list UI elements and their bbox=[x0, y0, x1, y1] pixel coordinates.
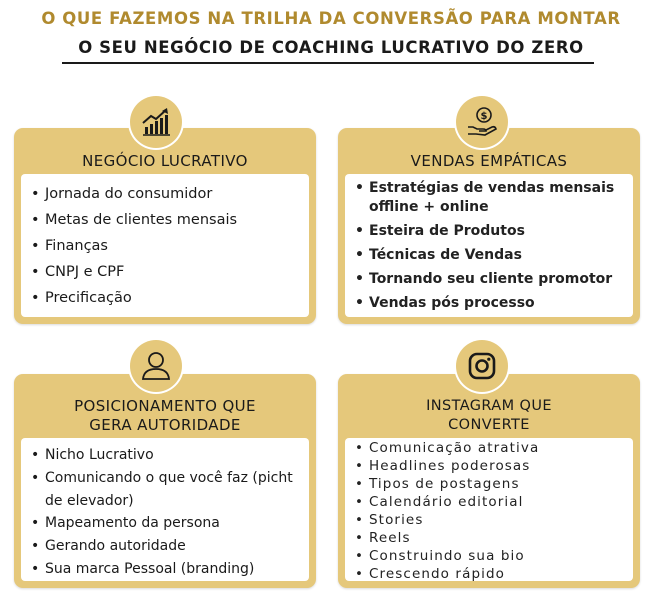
card-vendas-empaticas bbox=[338, 128, 640, 324]
list-item: • Stories bbox=[355, 511, 627, 529]
title-underline bbox=[62, 62, 594, 64]
list-item: • Mapeamento da persona bbox=[31, 512, 303, 535]
list-item: • Metas de clientes mensais bbox=[31, 207, 303, 233]
card-title bbox=[14, 397, 316, 435]
list-item: • Comunicação atrativa bbox=[355, 439, 627, 457]
card-body bbox=[21, 438, 309, 581]
card-body bbox=[345, 174, 633, 317]
card-body bbox=[345, 438, 633, 581]
list-item: • Finanças bbox=[31, 233, 303, 259]
item-list bbox=[355, 179, 627, 313]
list-item: • Nicho Lucrativo bbox=[31, 444, 303, 467]
card-posicionamento bbox=[14, 374, 316, 588]
user-icon bbox=[130, 340, 182, 392]
instagram-icon bbox=[456, 340, 508, 392]
list-item: • Comunicando o que você faz (picht de elevador) bbox=[31, 467, 303, 513]
list-item: • Calendário editorial bbox=[355, 493, 627, 511]
card-title-line-1: POSICIONAMENTO QUE bbox=[74, 397, 256, 415]
list-item: • Sua marca Pessoal (branding) bbox=[31, 558, 303, 581]
item-list bbox=[31, 444, 303, 581]
card-title: VENDAS EMPÁTICAS bbox=[410, 152, 568, 170]
title-line-1: O QUE FAZEMOS NA TRILHA DA CONVERSÃO PARA MONTAR bbox=[41, 9, 621, 28]
card-title-line-2: GERA AUTORIDADE bbox=[89, 416, 241, 434]
list-item: • Estratégias de vendas mensais offline + online bbox=[355, 179, 627, 217]
list-item: • Construindo sua bio bbox=[355, 547, 627, 565]
list-item: • Esteira de Produtos bbox=[355, 222, 627, 241]
chart-growth-icon bbox=[130, 96, 182, 148]
card-body bbox=[21, 174, 309, 317]
card-instagram bbox=[338, 374, 640, 588]
list-item: • Headlines poderosas bbox=[355, 457, 627, 475]
list-item: • Precificação bbox=[31, 285, 303, 311]
list-item: • Jornada do consumidor bbox=[31, 181, 303, 207]
list-item: • Reels bbox=[355, 529, 627, 547]
card-title-line-1: INSTAGRAM QUE bbox=[426, 398, 552, 414]
list-item: • Vendas pós processo bbox=[355, 294, 627, 313]
item-list bbox=[355, 439, 627, 583]
list-item: • CNPJ e CPF bbox=[31, 259, 303, 285]
item-list bbox=[31, 181, 303, 311]
card-title-line-2: CONVERTE bbox=[448, 417, 530, 433]
card-negocio-lucrativo bbox=[14, 128, 316, 324]
card-title: NEGÓCIO LUCRATIVO bbox=[82, 152, 248, 170]
card-title bbox=[338, 397, 640, 435]
list-item: • Crescendo rápido bbox=[355, 565, 627, 583]
title-line-2: O SEU NEGÓCIO DE COACHING LUCRATIVO DO ZERO bbox=[78, 38, 584, 57]
list-item: • Técnicas de Vendas bbox=[355, 246, 627, 265]
list-item: • Tipos de postagens bbox=[355, 475, 627, 493]
money-hand-icon bbox=[456, 96, 508, 148]
list-item: • Gerando autoridade bbox=[31, 535, 303, 558]
svg-text:$: $ bbox=[480, 111, 488, 122]
list-item: • Tornando seu cliente promotor bbox=[355, 270, 627, 289]
